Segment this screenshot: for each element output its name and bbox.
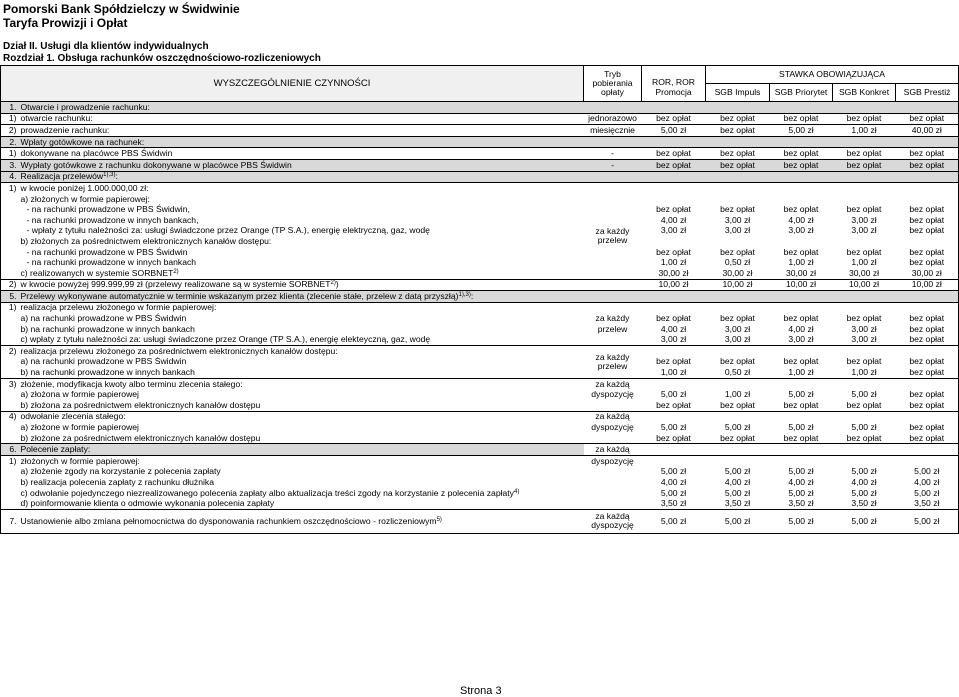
value-cell: 4,00 zł	[724, 477, 751, 487]
value-cell: bez opłat	[909, 313, 945, 324]
value-cell: 3,00 zł	[851, 323, 877, 334]
value-cell: bez opłat	[642, 113, 706, 125]
value-cell: 30,00 zł	[911, 267, 942, 278]
value-cell: 1,00 zł	[660, 367, 687, 378]
row-label: dokonywane na placówce PBS Świdwin	[19, 148, 584, 160]
value-cell: 5,00 zł	[770, 125, 833, 137]
value-cell: bez opłat	[909, 432, 945, 443]
row-label: a) złożenie zgody na korzystanie z polecenia zapłaty	[20, 466, 221, 477]
row-index: 2)	[1, 346, 19, 357]
value-cell: 3,50 zł	[914, 498, 940, 509]
row-mode: dyspozycję	[591, 422, 634, 432]
section-label: Polecenie zapłaty:	[19, 444, 584, 456]
section-label	[19, 171, 959, 183]
value-cell: bez opłat	[909, 334, 945, 345]
value-cell: bez opłat	[833, 113, 896, 125]
value-cell: 3,00 zł	[851, 225, 877, 236]
table-row	[1, 378, 959, 389]
row-mode: za każdy przelew	[595, 226, 630, 246]
sgb-prestiz-header: SGB Prestiż	[896, 84, 959, 102]
row-label: b) na rachunki prowadzone w innych bankach	[20, 323, 195, 334]
value-cell: 5,00 zł	[788, 466, 814, 477]
section-label	[19, 291, 959, 303]
table-row	[1, 367, 959, 378]
table-row	[1, 226, 959, 237]
section-label	[19, 509, 584, 533]
label-suffix: )	[335, 279, 339, 290]
section-title: Dział II. Usługi dla klientów indywidualnych	[3, 41, 209, 52]
value-cell: bez opłat	[720, 313, 755, 324]
table-row	[1, 389, 959, 400]
table-row	[1, 183, 959, 194]
footnote-ref: 1),3)	[103, 172, 116, 179]
value-cell: bez opłat	[720, 432, 755, 443]
table-row	[1, 148, 959, 160]
row-mode: za każdą	[584, 444, 642, 456]
value-cell: bez opłat	[720, 356, 755, 367]
row-label: - na rachunki prowadzone w PBS Świdwin	[26, 246, 188, 257]
section-label-text: Ustanowienie albo zmiana pełnomocnictwa do dysponowania rachunkiem oszczędnościowo - rozliczeniowym	[20, 515, 437, 526]
value-cell: 3,00 zł	[660, 334, 687, 345]
row-label: - wpłaty z tytułu należności za: usługi świadczone przez Orange (TP S.A.), energię elektryczną, gaz, wodę	[26, 225, 430, 236]
value-cell: 5,00 zł	[788, 389, 814, 400]
footnote-ref: 1),3)	[458, 291, 471, 298]
value-cell: 1,00 zł	[851, 367, 877, 378]
value-cell: 5,00 zł	[660, 389, 687, 400]
section-number: 7.	[1, 509, 19, 533]
value-cell: bez opłat	[656, 400, 691, 410]
value-cell: 3,50 zł	[851, 498, 877, 509]
activity-column-header: WYSZCZEGÓLNIENIE CZYNNOŚCI	[1, 66, 584, 102]
table-row	[1, 346, 959, 357]
row-label: b) złożone za pośrednictwem elektronicznych kanałów dostępu	[20, 432, 261, 443]
value-cell: 4,00 zł	[914, 477, 940, 487]
value-cell: 30,00 zł	[785, 267, 817, 278]
value-cell: 5,00 zł	[660, 466, 687, 477]
row-label: realizacja przelewu złożonego za pośrednictwem elektronicznych kanałów dostępu:	[19, 346, 584, 357]
value-cell: bez opłat	[846, 246, 882, 257]
row-index: 1)	[1, 148, 19, 160]
section-row	[1, 444, 959, 456]
value-cell: bez opłat	[909, 214, 945, 225]
value-cell: bez opłat	[909, 422, 945, 432]
section-row	[1, 136, 959, 148]
value-cell: bez opłat	[783, 246, 819, 257]
value-cell: 4,00 zł	[788, 214, 814, 225]
row-index: 2)	[1, 125, 19, 137]
value-cell: bez opłat	[720, 246, 755, 257]
table-row	[1, 268, 959, 279]
section-row	[1, 291, 959, 303]
value-cell: 5,00 zł	[896, 509, 959, 533]
row-label: odwołanie zlecenia stałego:	[19, 411, 584, 422]
section-label: Wypłaty gotówkowe z rachunku dokonywane w placówce PBS Świdwin	[19, 159, 584, 171]
value-cell: 5,00 zł	[851, 389, 877, 400]
row-label: b) złożona za pośrednictwem elektronicznych kanałów dostępu	[20, 400, 261, 410]
value-cell: 3,50 zł	[660, 498, 687, 509]
value-cell: bez opłat	[642, 148, 706, 160]
label-suffix: :	[470, 290, 474, 301]
value-cell: bez opłat	[783, 400, 819, 410]
value-cell: 3,00 zł	[851, 334, 877, 345]
value-cell: 1,00 zł	[660, 257, 687, 268]
value-cell: 3,00 zł	[788, 225, 814, 236]
value-cell: 1,00 zł	[788, 367, 814, 378]
row-label: b) na rachunki prowadzone w innych bankach	[20, 367, 195, 378]
value-cell: 3,00 zł	[724, 334, 751, 345]
bank-name: Pomorski Bank Spółdzielczy w Świdwinie	[3, 2, 240, 16]
row-label: d) poinformowanie klienta o odmowie wykonania polecenia zapłaty	[20, 498, 275, 509]
value-cell: bez opłat	[909, 389, 945, 400]
value-cell: 5,00 zł	[660, 422, 687, 432]
value-cell: bez opłat	[706, 125, 770, 137]
page-number: Strona 3	[460, 685, 502, 697]
value-cell: 5,00 zł	[851, 466, 877, 477]
row-label: a) złożonych w formie papierowej:	[20, 193, 150, 204]
table-row	[1, 302, 959, 313]
value-cell: 4,00 zł	[660, 323, 687, 334]
value-cell: 5,00 zł	[788, 487, 814, 498]
row-index: 4)	[1, 411, 19, 422]
row-label: a) na rachunki prowadzone w PBS Świdwin	[20, 313, 187, 324]
value-cell: 30,00 zł	[848, 267, 880, 278]
footnote-ref: 2)	[330, 280, 336, 287]
section-row	[1, 159, 959, 171]
value-cell: 3,00 zł	[660, 225, 687, 236]
value-cell: 1,00 zł	[724, 389, 751, 400]
value-cell: 5,00 zł	[788, 422, 814, 432]
value-cell: bez opłat	[770, 148, 833, 160]
sgb-impuls-header: SGB Impuls	[706, 84, 770, 102]
value-cell: 5,00 zł	[724, 422, 751, 432]
sgb-konkret-header: SGB Konkret	[833, 84, 896, 102]
value-cell: 5,00 zł	[642, 509, 706, 533]
value-cell: bez opłat	[783, 204, 819, 215]
row-label	[19, 488, 584, 499]
value-cell: bez opłat	[656, 313, 691, 324]
value-cell: bez opłat	[783, 313, 819, 324]
section-number: 1.	[1, 102, 19, 114]
table-row	[1, 194, 959, 205]
value-cell: bez opłat	[783, 432, 819, 443]
row-index: 1)	[1, 302, 19, 313]
value-cell: 5,00 zł	[914, 487, 940, 498]
value-cell: bez opłat	[720, 204, 755, 215]
value-cell: bez opłat	[909, 400, 945, 410]
table-row	[1, 433, 959, 444]
row-label: - na rachunki prowadzone w innych bankach,	[26, 214, 199, 225]
table-row	[1, 357, 959, 368]
section-label: Otwarcie i prowadzenie rachunku:	[19, 102, 959, 114]
table-row	[1, 279, 959, 291]
value-cell: 0,50 zł	[724, 367, 751, 378]
row-label: realizacja przelewu złożonego w formie papierowej:	[19, 302, 959, 313]
table-row	[1, 236, 959, 247]
value-cell: 5,00 zł	[914, 466, 940, 477]
value-cell: bez opłat	[846, 356, 882, 367]
table-row	[1, 422, 959, 433]
value-cell: 30,00 zł	[722, 267, 753, 278]
table-row	[1, 411, 959, 422]
value-cell: bez opłat	[706, 113, 770, 125]
table-row	[1, 456, 959, 467]
value-cell: 1,00 zł	[833, 125, 896, 137]
value-cell: 4,00 zł	[660, 214, 687, 225]
row-index: 3)	[1, 378, 19, 389]
section-number: 2.	[1, 136, 19, 148]
table-row	[1, 204, 959, 215]
value-cell: 5,00 zł	[706, 509, 770, 533]
row-index: 1)	[1, 183, 19, 194]
table-row	[1, 467, 959, 478]
row-label: - na rachunki prowadzone w innych bankach	[26, 257, 197, 268]
value-cell: bez opłat	[783, 356, 819, 367]
sgb-priorytet-header: SGB Priorytet	[770, 84, 833, 102]
value-cell: bez opłat	[846, 400, 882, 410]
value-cell: 3,00 zł	[724, 214, 751, 225]
label-suffix: :	[115, 171, 118, 182]
section-number: 6.	[1, 444, 19, 456]
tariff-title: Taryfa Prowizji i Opłat	[3, 16, 128, 30]
value-cell: bez opłat	[909, 246, 945, 257]
value-cell: 40,00 zł	[896, 125, 959, 137]
value-cell: 4,00 zł	[851, 477, 877, 487]
value-cell: 3,00 zł	[724, 323, 751, 334]
table-row	[1, 488, 959, 499]
value-cell: 0,50 zł	[724, 257, 751, 268]
table-row	[1, 313, 959, 324]
mode-column-header: Tryb pobierania opłaty	[584, 66, 642, 102]
value-cell: 5,00 zł	[724, 466, 751, 477]
value-cell: 5,00 zł	[770, 509, 833, 533]
table-row	[1, 334, 959, 345]
row-label: w kwocie poniżej 1.000.000,00 zł:	[19, 183, 959, 194]
value-cell: bez opłat	[656, 204, 691, 215]
value-cell: bez opłat	[846, 204, 882, 215]
row-mode: za każdą dyspozycję	[584, 509, 642, 533]
row-mode: miesięcznie	[584, 125, 642, 137]
value-cell: bez opłat	[706, 148, 770, 160]
row-label: złożenie, modyfikacja kwoty albo terminu zlecenia stałego:	[19, 378, 584, 389]
value-cell: bez opłat	[642, 159, 706, 171]
row-index: 2)	[1, 279, 19, 291]
row-label: otwarcie rachunku:	[19, 113, 584, 125]
table-row	[1, 215, 959, 226]
value-cell: 3,50 zł	[788, 498, 814, 509]
row-mode: -	[584, 148, 642, 160]
value-cell: 1,00 zł	[851, 257, 877, 268]
value-cell: bez opłat	[909, 367, 945, 378]
row-mode: za każdy przelew	[584, 346, 642, 379]
section-number: 3.	[1, 159, 19, 171]
value-cell: bez opłat	[896, 148, 959, 160]
row-index: 1)	[1, 456, 19, 467]
value-cell: 10,00 zł	[706, 279, 770, 291]
row-label: prowadzenie rachunku:	[19, 125, 584, 137]
footnote-ref: 2)	[173, 268, 179, 275]
value-cell: bez opłat	[909, 204, 945, 215]
row-label-text: c) odwołanie pojedynczego niezrealizowanego polecenia zapłaty albo aktualizacja treści zgody na korzystanie z polecenia zapłaty	[20, 487, 514, 498]
row-mode: jednorazowo	[584, 113, 642, 125]
row-mode: dyspozycję	[591, 389, 634, 400]
row-index: 1)	[1, 113, 19, 125]
rates-header: STAWKA OBOWIĄZUJĄCA	[706, 66, 959, 84]
table-row	[1, 113, 959, 125]
value-cell: bez opłat	[706, 159, 770, 171]
value-cell: bez opłat	[909, 323, 945, 334]
row-mode: za każdy	[595, 313, 630, 324]
row-mode: przelew	[597, 323, 628, 334]
row-label: b) realizacja polecenia zapłaty z rachunku dłużnika	[20, 477, 214, 487]
footnote-ref: 4)	[513, 488, 520, 495]
row-label: a) złożona w formie papierowej	[20, 389, 139, 400]
ror-column-header: ROR, ROR Promocja	[642, 66, 706, 102]
value-cell: 5,00 zł	[851, 422, 877, 432]
row-mode: dyspozycję	[584, 456, 642, 467]
row-label: a) na rachunki prowadzone w PBS Świdwin	[20, 356, 187, 367]
value-cell: 5,00 zł	[833, 509, 896, 533]
table-row	[1, 400, 959, 411]
value-cell: bez opłat	[846, 313, 882, 324]
value-cell: 4,00 zł	[788, 323, 814, 334]
section-number: 4.	[1, 171, 19, 183]
section-row	[1, 509, 959, 533]
row-label	[19, 268, 584, 279]
row-label-text: w kwocie powyżej 999.999,99 zł (przelewy realizowane są w systemie SORBNET	[20, 279, 331, 290]
value-cell: 3,00 zł	[724, 225, 751, 236]
row-label: a) złożone w formie papierowej	[20, 422, 139, 432]
value-cell: 10,00 zł	[896, 279, 959, 291]
footnote-ref: 5)	[436, 516, 442, 523]
value-cell: bez opłat	[833, 159, 896, 171]
value-cell: bez opłat	[909, 257, 945, 268]
value-cell: 4,00 zł	[788, 477, 814, 487]
chapter-title: Rozdział 1. Obsługa rachunków oszczędnościowo-rozliczeniowych	[3, 53, 321, 64]
section-row	[1, 102, 959, 114]
value-cell: 10,00 zł	[833, 279, 896, 291]
table-row	[1, 477, 959, 488]
value-cell: 10,00 zł	[642, 279, 706, 291]
section-row	[1, 171, 959, 183]
row-label	[19, 279, 584, 291]
value-cell: bez opłat	[770, 113, 833, 125]
value-cell: 5,00 zł	[642, 125, 706, 137]
value-cell: bez opłat	[909, 225, 945, 236]
value-cell: bez opłat	[656, 356, 691, 367]
section-number: 5.	[1, 291, 19, 303]
value-cell: bez opłat	[656, 246, 691, 257]
fee-table	[0, 65, 959, 534]
value-cell: bez opłat	[896, 159, 959, 171]
value-cell: bez opłat	[896, 113, 959, 125]
value-cell: bez opłat	[656, 432, 691, 443]
value-cell: bez opłat	[846, 432, 882, 443]
value-cell: 5,00 zł	[851, 487, 877, 498]
row-label: b) złożonych za pośrednictwem elektronicznych kanałów dostępu:	[20, 236, 272, 246]
value-cell: 4,00 zł	[660, 477, 687, 487]
row-label: złożonych w formie papierowej:	[19, 456, 584, 467]
value-cell: bez opłat	[720, 400, 755, 410]
value-cell: 3,50 zł	[724, 498, 751, 509]
table-row	[1, 257, 959, 268]
row-mode: -	[584, 159, 642, 171]
value-cell: 3,00 zł	[851, 214, 877, 225]
row-mode: za każdą	[584, 378, 642, 389]
section-label-text: Realizacja przelewów	[20, 171, 104, 182]
table-row	[1, 324, 959, 335]
table-row	[1, 125, 959, 137]
section-label: Wpłaty gotówkowe na rachunek:	[19, 136, 959, 148]
value-cell: bez opłat	[909, 356, 945, 367]
row-label-text: c) realizowanych w systemie SORBNET	[20, 267, 174, 278]
value-cell: bez opłat	[770, 159, 833, 171]
row-mode: za każdą	[584, 411, 642, 422]
value-cell: 3,00 zł	[788, 334, 814, 345]
value-cell: bez opłat	[833, 148, 896, 160]
table-row	[1, 247, 959, 258]
value-cell: 5,00 zł	[724, 487, 751, 498]
value-cell: 5,00 zł	[660, 487, 687, 498]
row-label: c) wpłaty z tytułu należności za: usługi świadczone przez Orange (TP S.A.), energię elekteyczną, gaz, wodę	[20, 334, 431, 345]
value-cell: 30,00 zł	[658, 267, 689, 278]
row-label: - na rachunki prowadzone w PBS Świdwin,	[26, 204, 190, 215]
value-cell: 1,00 zł	[788, 257, 814, 268]
section-label-text: Przelewy wykonywane automatycznie w terminie wskazanym przez klienta (zlecenie stałe, przelew z datą przyszłą)	[20, 290, 459, 301]
value-cell: 10,00 zł	[770, 279, 833, 291]
table-row	[1, 498, 959, 509]
